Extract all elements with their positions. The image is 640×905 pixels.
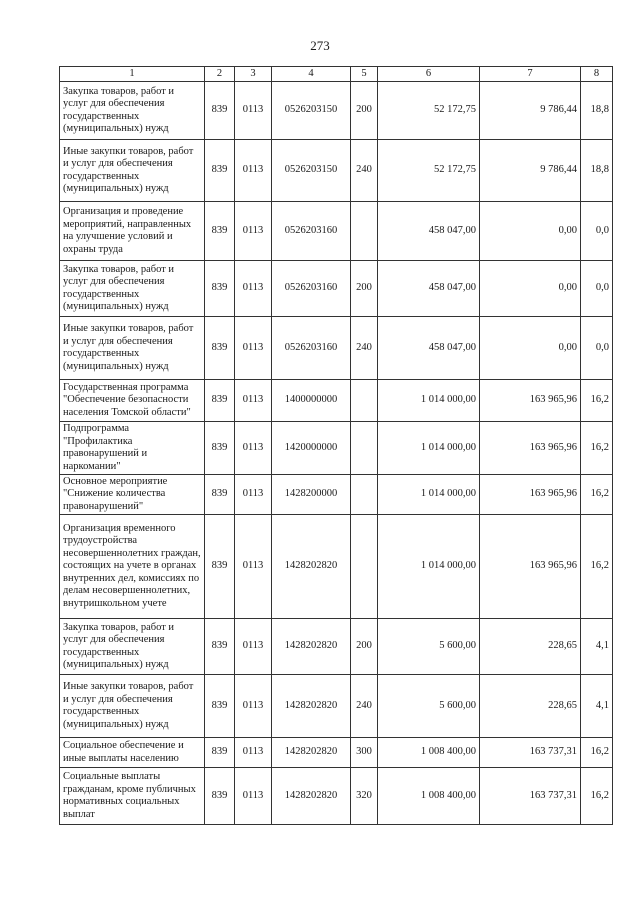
header-col-2: 2 xyxy=(205,67,235,82)
row-grbs: 839 xyxy=(205,475,235,515)
row-percent: 4,1 xyxy=(581,675,613,738)
row-name: Государственная программа "Обеспечение безопасности населения Томской области" xyxy=(60,380,205,422)
row-target: 1428200000 xyxy=(272,475,351,515)
row-target: 0526203160 xyxy=(272,261,351,317)
row-plan: 458 047,00 xyxy=(378,261,480,317)
row-target: 1428202820 xyxy=(272,675,351,738)
table-row xyxy=(60,140,613,202)
row-section: 0113 xyxy=(235,619,272,675)
table-row xyxy=(60,515,613,619)
row-plan: 1 008 400,00 xyxy=(378,738,480,768)
row-target: 1428202820 xyxy=(272,515,351,619)
row-plan: 458 047,00 xyxy=(378,202,480,261)
row-name: Организация временного трудоустройства несовершеннолетних граждан, состоящих на учете в органах внутренних дел, комиссиях по делам несовершеннолетних, внутришкольном учете xyxy=(60,515,205,619)
row-type: 240 xyxy=(351,140,378,202)
row-type: 200 xyxy=(351,619,378,675)
row-section: 0113 xyxy=(235,675,272,738)
row-target: 0526203150 xyxy=(272,140,351,202)
row-plan: 1 014 000,00 xyxy=(378,380,480,422)
row-fact: 228,65 xyxy=(480,619,581,675)
table-row xyxy=(60,675,613,738)
table-row xyxy=(60,422,613,475)
budget-table xyxy=(59,66,613,825)
row-fact: 9 786,44 xyxy=(480,140,581,202)
row-plan: 5 600,00 xyxy=(378,619,480,675)
row-percent: 18,8 xyxy=(581,140,613,202)
row-type: 240 xyxy=(351,317,378,380)
row-name: Иные закупки товаров, работ и услуг для обеспечения государственных (муниципальных) нужд xyxy=(60,140,205,202)
row-type xyxy=(351,380,378,422)
row-section: 0113 xyxy=(235,422,272,475)
row-plan: 458 047,00 xyxy=(378,317,480,380)
row-percent: 16,2 xyxy=(581,768,613,825)
row-target: 1420000000 xyxy=(272,422,351,475)
row-plan: 1 014 000,00 xyxy=(378,422,480,475)
row-section: 0113 xyxy=(235,82,272,140)
row-target: 0526203160 xyxy=(272,317,351,380)
row-percent: 0,0 xyxy=(581,202,613,261)
row-percent: 0,0 xyxy=(581,317,613,380)
row-percent: 16,2 xyxy=(581,738,613,768)
row-target: 1428202820 xyxy=(272,619,351,675)
table-row xyxy=(60,380,613,422)
header-col-6: 6 xyxy=(378,67,480,82)
row-fact: 163 965,96 xyxy=(480,380,581,422)
row-target: 0526203150 xyxy=(272,82,351,140)
row-plan: 52 172,75 xyxy=(378,140,480,202)
header-col-5: 5 xyxy=(351,67,378,82)
row-plan: 1 014 000,00 xyxy=(378,475,480,515)
row-section: 0113 xyxy=(235,140,272,202)
row-grbs: 839 xyxy=(205,140,235,202)
row-percent: 18,8 xyxy=(581,82,613,140)
header-col-4: 4 xyxy=(272,67,351,82)
row-fact: 163 965,96 xyxy=(480,515,581,619)
header-col-8: 8 xyxy=(581,67,613,82)
row-percent: 4,1 xyxy=(581,619,613,675)
header-col-3: 3 xyxy=(235,67,272,82)
row-grbs: 839 xyxy=(205,202,235,261)
row-grbs: 839 xyxy=(205,675,235,738)
row-type xyxy=(351,475,378,515)
table-row xyxy=(60,475,613,515)
row-fact: 163 965,96 xyxy=(480,475,581,515)
table-row xyxy=(60,619,613,675)
row-fact: 163 737,31 xyxy=(480,768,581,825)
row-grbs: 839 xyxy=(205,619,235,675)
row-section: 0113 xyxy=(235,475,272,515)
row-type xyxy=(351,202,378,261)
row-fact: 163 965,96 xyxy=(480,422,581,475)
row-fact: 163 737,31 xyxy=(480,738,581,768)
table-row xyxy=(60,768,613,825)
row-target: 1428202820 xyxy=(272,738,351,768)
row-percent: 16,2 xyxy=(581,515,613,619)
row-name: Подпрограмма "Профилактика правонарушений и наркомании" xyxy=(60,422,205,475)
row-grbs: 839 xyxy=(205,738,235,768)
row-grbs: 839 xyxy=(205,82,235,140)
row-target: 1400000000 xyxy=(272,380,351,422)
row-section: 0113 xyxy=(235,261,272,317)
row-type: 200 xyxy=(351,261,378,317)
row-type: 320 xyxy=(351,768,378,825)
row-section: 0113 xyxy=(235,738,272,768)
row-fact: 9 786,44 xyxy=(480,82,581,140)
page-number: 273 xyxy=(310,38,330,53)
row-plan: 1 014 000,00 xyxy=(378,515,480,619)
row-section: 0113 xyxy=(235,768,272,825)
row-name: Иные закупки товаров, работ и услуг для обеспечения государственных (муниципальных) нужд xyxy=(60,675,205,738)
row-grbs: 839 xyxy=(205,422,235,475)
row-type xyxy=(351,422,378,475)
row-grbs: 839 xyxy=(205,768,235,825)
row-percent: 16,2 xyxy=(581,380,613,422)
table-row xyxy=(60,738,613,768)
row-grbs: 839 xyxy=(205,515,235,619)
header-row xyxy=(60,67,613,82)
row-section: 0113 xyxy=(235,202,272,261)
row-percent: 16,2 xyxy=(581,422,613,475)
row-type xyxy=(351,515,378,619)
table-row xyxy=(60,317,613,380)
row-plan: 5 600,00 xyxy=(378,675,480,738)
row-section: 0113 xyxy=(235,515,272,619)
header-col-1: 1 xyxy=(60,67,205,82)
row-type: 200 xyxy=(351,82,378,140)
row-grbs: 839 xyxy=(205,317,235,380)
row-section: 0113 xyxy=(235,380,272,422)
row-grbs: 839 xyxy=(205,261,235,317)
row-type: 300 xyxy=(351,738,378,768)
row-type: 240 xyxy=(351,675,378,738)
table-row xyxy=(60,261,613,317)
row-percent: 16,2 xyxy=(581,475,613,515)
row-name: Закупка товаров, работ и услуг для обеспечения государственных (муниципальных) нужд xyxy=(60,82,205,140)
table-row xyxy=(60,82,613,140)
table-row xyxy=(60,202,613,261)
row-grbs: 839 xyxy=(205,380,235,422)
row-name: Социальное обеспечение и иные выплаты населению xyxy=(60,738,205,768)
row-fact: 0,00 xyxy=(480,261,581,317)
row-name: Организация и проведение мероприятий, направленных на улучшение условий и охраны труда xyxy=(60,202,205,261)
row-plan: 52 172,75 xyxy=(378,82,480,140)
row-name: Социальные выплаты гражданам, кроме публичных нормативных социальных выплат xyxy=(60,768,205,825)
row-plan: 1 008 400,00 xyxy=(378,768,480,825)
row-target: 0526203160 xyxy=(272,202,351,261)
row-name: Закупка товаров, работ и услуг для обеспечения государственных (муниципальных) нужд xyxy=(60,261,205,317)
row-target: 1428202820 xyxy=(272,768,351,825)
row-fact: 0,00 xyxy=(480,202,581,261)
row-fact: 0,00 xyxy=(480,317,581,380)
row-name: Основное мероприятие "Снижение количества правонарушений" xyxy=(60,475,205,515)
row-fact: 228,65 xyxy=(480,675,581,738)
row-section: 0113 xyxy=(235,317,272,380)
row-name: Закупка товаров, работ и услуг для обеспечения государственных (муниципальных) нужд xyxy=(60,619,205,675)
row-percent: 0,0 xyxy=(581,261,613,317)
header-col-7: 7 xyxy=(480,67,581,82)
row-name: Иные закупки товаров, работ и услуг для обеспечения государственных (муниципальных) нужд xyxy=(60,317,205,380)
